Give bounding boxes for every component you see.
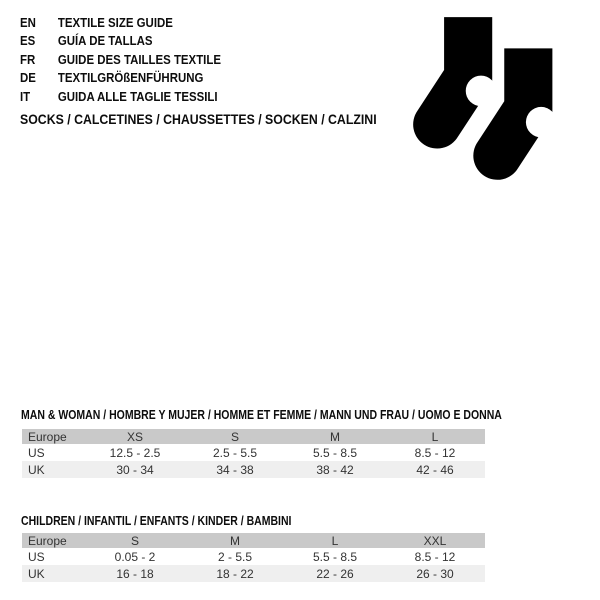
size-cell: 5.5 - 8.5 (312, 549, 358, 564)
language-row-es (20, 32, 221, 50)
language-label: GUIDE DES TAILLES TEXTILE (57, 51, 221, 67)
size-cell: 38 - 42 (285, 461, 385, 478)
size-cell: 8.5 - 12 (414, 445, 456, 460)
header-cell-size: S (85, 533, 185, 548)
language-code: IT (20, 88, 31, 104)
region-cell: US (28, 549, 45, 564)
header-cell-size: M (285, 429, 385, 444)
header-cell-size: S (185, 429, 285, 444)
size-cell: 8.5 - 12 (414, 549, 456, 564)
language-row-de (20, 69, 221, 87)
language-label: TEXTILGRÖßENFÜHRUNG (57, 70, 204, 86)
header-cell-region: Europe (22, 533, 85, 548)
table-row-us (22, 444, 485, 461)
size-cell: 22 - 26 (285, 565, 385, 582)
language-row-it (20, 88, 221, 106)
table-row-uk (22, 461, 485, 478)
language-label: TEXTILE SIZE GUIDE (57, 15, 173, 30)
table-header-row (22, 533, 485, 548)
size-cell: 2 - 5.5 (217, 549, 253, 564)
table-row-uk (22, 565, 485, 582)
socks-icon (412, 17, 558, 184)
header-cell-size: L (285, 533, 385, 548)
language-label: GUÍA DE TALLAS (57, 33, 153, 49)
size-cell: 2.5 - 5.5 (212, 445, 258, 460)
language-row-en (20, 14, 221, 32)
children-table-title: CHILDREN / INFANTIL / ENFANTS / KINDER / BAMBINI (21, 514, 292, 528)
region-cell: US (28, 445, 45, 460)
language-row-fr (20, 51, 221, 69)
language-code: FR (20, 51, 36, 67)
size-cell: 16 - 18 (85, 565, 185, 582)
size-cell: 42 - 46 (385, 461, 485, 478)
header-cell-region: Europe (22, 429, 85, 444)
size-cell: 34 - 38 (185, 461, 285, 478)
header-cell-size: XXL (385, 533, 485, 548)
region-cell: UK (22, 461, 85, 478)
size-cell: 30 - 34 (85, 461, 185, 478)
size-cell: 18 - 22 (185, 565, 285, 582)
language-list (20, 14, 248, 106)
header-cell-size: L (385, 429, 485, 444)
language-code: ES (20, 33, 36, 49)
size-cell: 12.5 - 2.5 (109, 445, 161, 460)
language-code: EN (20, 15, 36, 30)
size-cell: 0.05 - 2 (114, 549, 156, 564)
language-label: GUIDA ALLE TAGLIE TESSILI (57, 88, 218, 104)
header-cell-size: XS (85, 429, 185, 444)
table-header-row (22, 429, 485, 444)
size-cell: 5.5 - 8.5 (312, 445, 358, 460)
adults-size-table (22, 429, 485, 478)
table-row-us (22, 548, 485, 565)
header-cell-size: M (185, 533, 285, 548)
region-cell: UK (22, 565, 85, 582)
language-code: DE (20, 70, 36, 86)
children-size-table (22, 533, 485, 582)
size-cell: 26 - 30 (385, 565, 485, 582)
product-category-heading: SOCKS / CALCETINES / CHAUSSETTES / SOCKEN / CALZINI (20, 111, 377, 127)
adults-table-title: MAN & WOMAN / HOMBRE Y MUJER / HOMME ET FEMME / MANN UND FRAU / UOMO E DONNA (21, 408, 502, 422)
